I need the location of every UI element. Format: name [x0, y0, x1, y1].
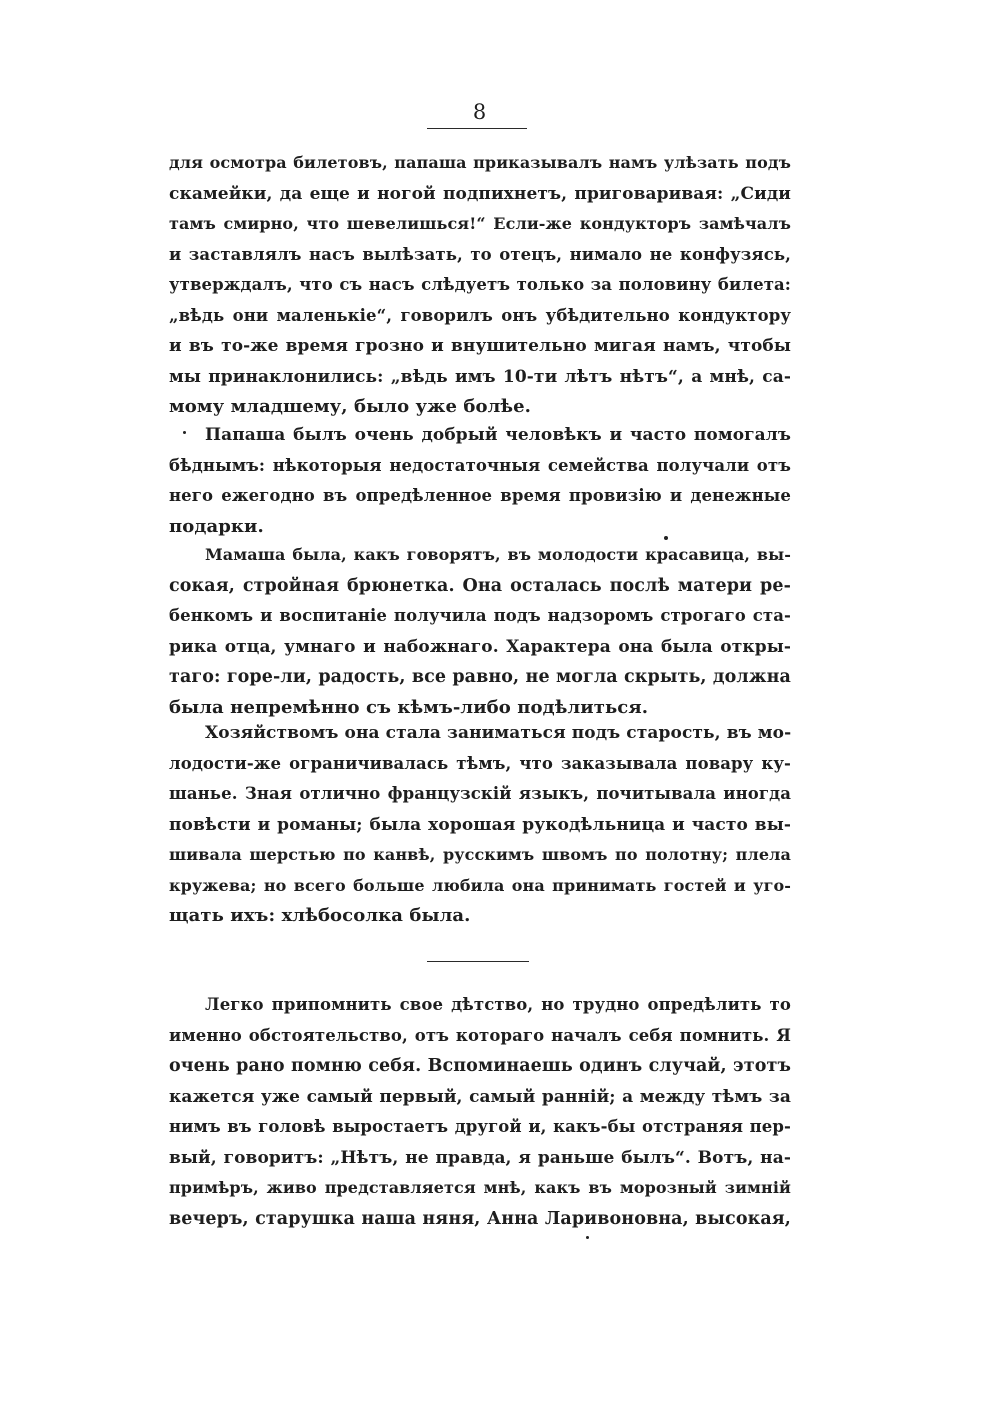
- text-line: сокая, стройная брюнетка. Она осталась послѣ матери ре-: [169, 575, 791, 596]
- text-line: Хозяйствомъ она стала заниматься подъ старость, въ мо-: [205, 723, 791, 743]
- header-rule: [427, 128, 527, 129]
- paragraph-childhood: [169, 990, 791, 1234]
- text-line: для осмотра билетовъ, папаша приказывалъ намъ улѣзать подъ: [169, 153, 791, 172]
- text-line: очень рано помню себя. Вспоминаешь одинъ случай, этотъ: [169, 1056, 791, 1076]
- text-line: „вѣдь они маленькіе“, говорилъ онъ убѣдительно кондуктору: [169, 305, 791, 325]
- text-line: него ежегодно въ опредѣленное время провизію и денежные: [169, 486, 791, 505]
- text-line: кажется уже самый первый, самый ранній; а между тѣмъ за: [169, 1086, 791, 1107]
- text-line: примѣръ, живо представляется мнѣ, какъ въ морозный зимній: [169, 1178, 791, 1197]
- text-line: именно обстоятельство, отъ котораго началъ себя помнить. Я: [169, 1025, 791, 1045]
- text-line: бенкомъ и воспитаніе получила подъ надзоромъ строгаго ста-: [169, 606, 791, 625]
- text-line: Мамаша была, какъ говорятъ, въ молодости красавица, вы-: [205, 545, 791, 564]
- text-line: лодости-же ограничивалась тѣмъ, что заказывала повару ку-: [169, 753, 791, 773]
- paragraph-father: [169, 420, 791, 542]
- paragraph-household: [169, 718, 791, 932]
- text-line: шанье. Зная отлично французскій языкъ, почитывала иногда: [169, 784, 791, 803]
- text-line: тамъ смирно, что шевелишься!“ Если-же кондукторъ замѣчалъ: [169, 214, 791, 233]
- text-line: бѣднымъ: нѣкоторыя недостаточныя семейства получали отъ: [169, 455, 791, 475]
- text-line: была непремѣнно съ кѣмъ-либо подѣлиться.: [169, 696, 649, 718]
- text-line: мы принаклонились: „вѣдь имъ 10-ти лѣтъ нѣтъ“, а мнѣ, са-: [169, 366, 791, 387]
- text-line: вечеръ, старушка наша няня, Анна Ларивоновна, высокая,: [169, 1208, 791, 1229]
- page-number: 8: [472, 100, 488, 124]
- text-line: шивала шерстью по канвѣ, русскимъ швомъ по полотну; плела: [169, 845, 791, 864]
- text-line: таго: горе-ли, радость, все равно, не могла скрыть, должна: [169, 667, 791, 687]
- text-line: Папаша былъ очень добрый человѣкъ и часто помогалъ: [205, 425, 791, 445]
- text-line: и заставлялъ насъ вылѣзать, то отецъ, нимало не конфузясь,: [169, 244, 791, 264]
- section-divider: [427, 961, 529, 962]
- text-line: и въ то-же время грозно и внушительно мигая намъ, чтобы: [169, 336, 791, 356]
- text-line: скамейки, да еще и ногой подпихнетъ, приговаривая: „Сиди: [169, 183, 791, 204]
- text-line: щать ихъ: хлѣбосолка была.: [169, 905, 471, 926]
- text-line: вый, говоритъ: „Нѣтъ, не правда, я раньше былъ“. Вотъ, на-: [169, 1147, 791, 1168]
- paragraph-tickets: [169, 148, 791, 423]
- paragraph-mother: [169, 540, 791, 723]
- text-line: подарки.: [169, 515, 264, 537]
- text-line: нимъ въ головѣ выростаетъ другой и, какъ-бы отстраняя пер-: [169, 1117, 791, 1136]
- ink-speck: [586, 1236, 589, 1239]
- ink-speck: [664, 536, 668, 540]
- text-line: кружева; но всего больше любила она принимать гостей и уго-: [169, 875, 791, 895]
- text-line: утверждалъ, что съ насъ слѣдуетъ только за половину билета:: [169, 275, 791, 294]
- text-line: повѣсти и романы; была хорошая рукодѣльница и часто вы-: [169, 814, 791, 835]
- text-line: мому младшему, было уже болѣе.: [169, 396, 532, 417]
- ink-speck: [183, 431, 186, 434]
- text-line: Легко припомнить свое дѣтство, но трудно опредѣлить то: [205, 995, 791, 1014]
- text-line: рика отца, умнаго и набожнаго. Характера она была откры-: [169, 636, 791, 657]
